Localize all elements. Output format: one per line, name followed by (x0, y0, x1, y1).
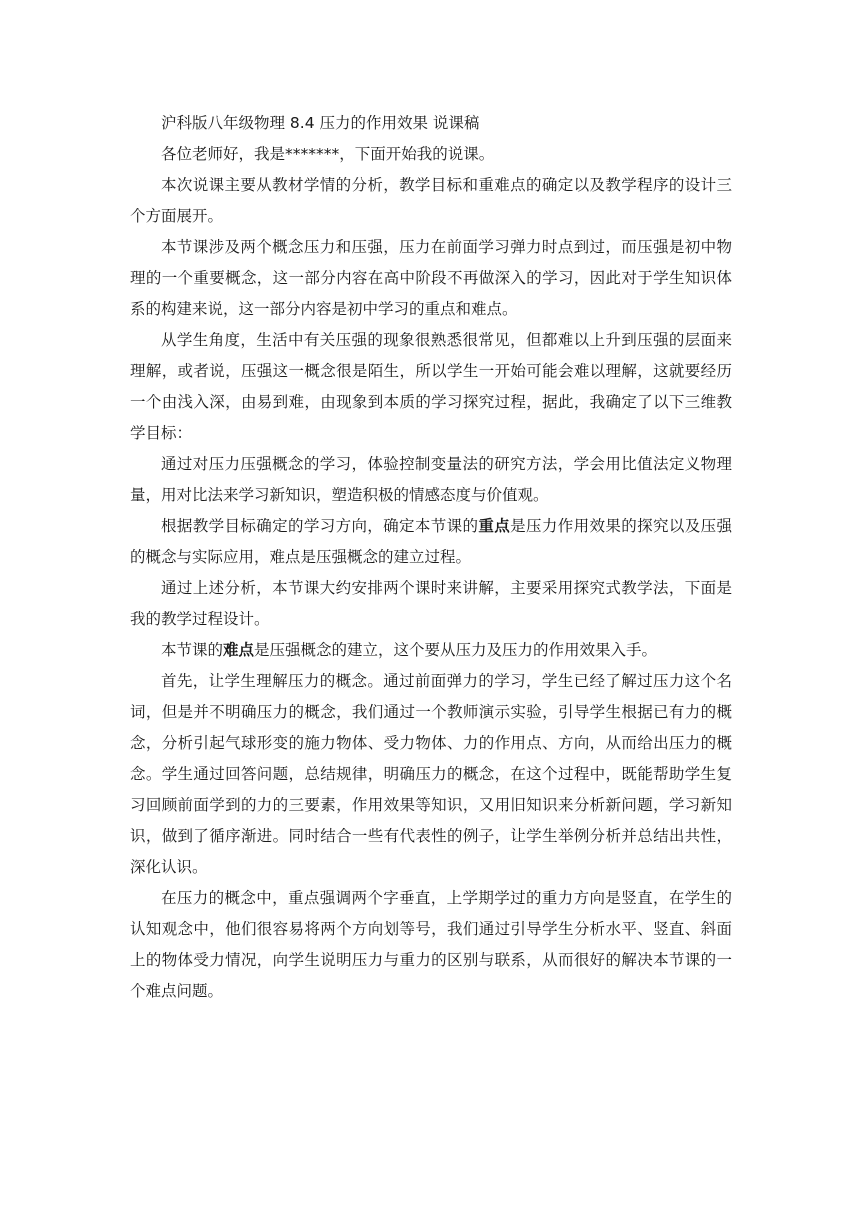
paragraph-teaching-method: 通过上述分析，本节课大约安排两个课时来讲解，主要采用探究式教学法，下面是我的教学过程设计。 (130, 579, 732, 628)
paragraph-difficulty (130, 635, 732, 666)
document-title: 沪科版八年级物理 8.4 压力的作用效果 说课稿 (161, 114, 480, 132)
difficulty-before: 本节课的 (161, 641, 224, 659)
key-points-after: 是压力作用效果的探究以及压强的概念与实际应用，难点是压强概念的建立过程。 (130, 517, 732, 566)
difficulty-bold: 难点 (223, 641, 255, 659)
document-body (130, 108, 732, 1007)
key-points-bold: 重点 (478, 517, 511, 535)
difficulty-after: 是压强概念的建立，这个要从压力及压力的作用效果入手。 (254, 641, 658, 659)
paragraph-greeting: 各位老师好，我是*******，下面开始我的说课。 (161, 145, 495, 163)
paragraph-teaching-goals: 通过对压力压强概念的学习，体验控制变量法的研究方法，学会用比值法定义物理量，用对比法来学习新知识，塑造积极的情感态度与价值观。 (130, 455, 732, 504)
paragraph-textbook-analysis: 本节课涉及两个概念压力和压强，压力在前面学习弹力时点到过，而压强是初中物理的一个重要概念，这一部分内容在高中阶段不再做深入的学习，因此对于学生知识体系的构建来说，这一部分内容是初中学习的重点和难点。 (130, 238, 732, 318)
paragraph-overview: 本次说课主要从教材学情的分析，教学目标和重难点的确定以及教学程序的设计三个方面展开。 (130, 176, 732, 225)
paragraph-key-points (130, 511, 732, 573)
paragraph-pressure-concept: 首先，让学生理解压力的概念。通过前面弹力的学习，学生已经了解过压力这个名词，但是并不明确压力的概念，我们通过一个教师演示实验，引导学生根据已有力的概念，分析引起气球形变的施力物体、受力物体、力的作用点、方向，从而给出压力的概念。学生通过回答问题，总结规律，明确压力的概念，在这个过程中，既能帮助学生复习回顾前面学到的力的三要素，作用效果等知识，又用旧知识来分析新问题，学习新知识，做到了循序渐进。同时结合一些有代表性的例子，让学生举例分析并总结出共性，深化认识。 (130, 672, 732, 876)
paragraph-perpendicular: 在压力的概念中，重点强调两个字垂直，上学期学过的重力方向是竖直，在学生的认知观念中，他们很容易将两个方向划等号，我们通过引导学生分析水平、竖直、斜面上的物体受力情况，向学生说明压力与重力的区别与联系，从而很好的解决本节课的一个难点问题。 (130, 889, 732, 1000)
paragraph-student-analysis: 从学生角度，生活中有关压强的现象很熟悉很常见，但都难以上升到压强的层面来理解，或者说，压强这一概念很是陌生，所以学生一开始可能会难以理解，这就要经历一个由浅入深，由易到难，由现象到本质的学习探究过程，据此，我确定了以下三维教学目标： (130, 331, 732, 442)
key-points-before: 根据教学目标确定的学习方向，确定本节课的 (161, 517, 479, 535)
